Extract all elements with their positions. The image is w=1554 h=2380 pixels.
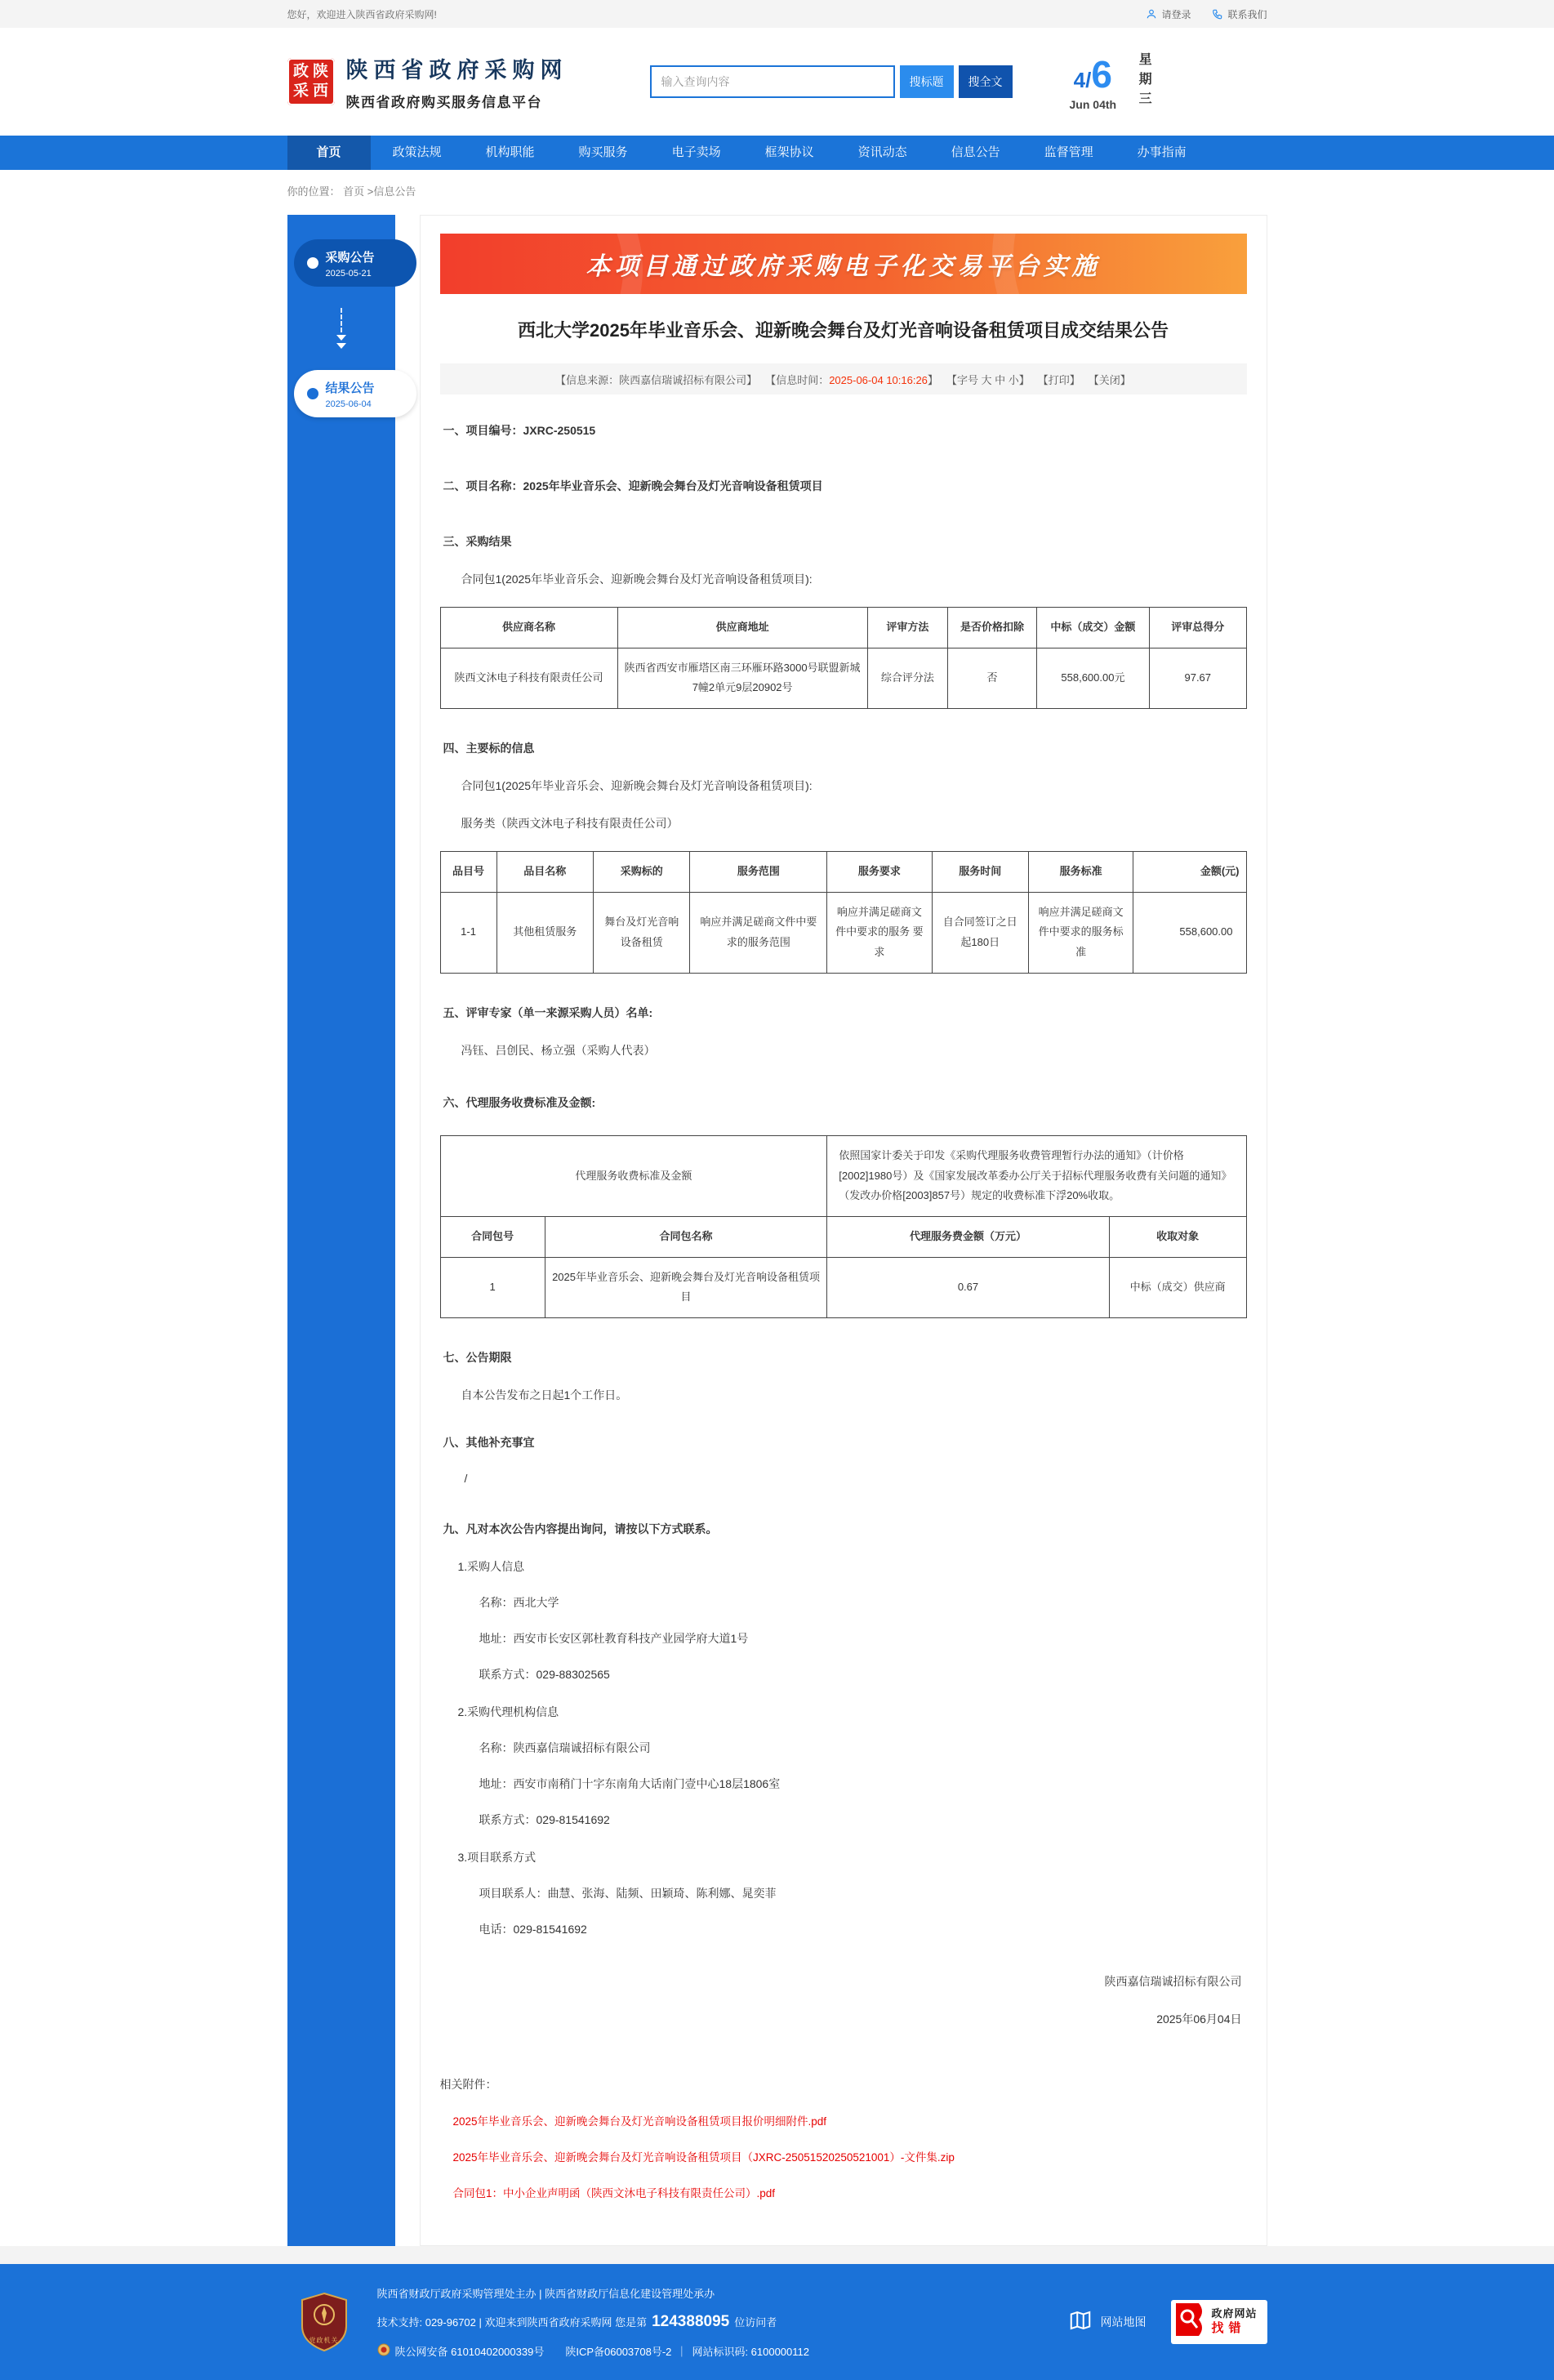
nav-item-news[interactable]: 资讯动态 (857, 145, 907, 159)
agency-name: 名称：陕西嘉信瑞诚招标有限公司 (479, 1740, 651, 1754)
section-subject-info: 四、主要标的信息 (443, 742, 535, 755)
user-icon (1146, 8, 1157, 20)
section-experts: 五、评审专家（单一来源采购人员）名单: (443, 1005, 653, 1019)
police-badge-icon (377, 2343, 390, 2359)
top-bar (0, 0, 1554, 28)
timeline-dot (307, 388, 318, 399)
signature-date: 2025年06月04日 (1156, 2012, 1242, 2026)
breadcrumb-current[interactable]: 信息公告 (373, 185, 416, 198)
site-subtitle: 陕西省政府购买服务信息平台 (345, 95, 542, 110)
section-agency-fee: 六、代理服务收费标准及金额: (443, 1095, 596, 1109)
pre-footer-strip (0, 2246, 1554, 2264)
contract-package-line: 合同包1(2025年毕业音乐会、迎新晚会舞台及灯光音响设备租赁项目): (461, 573, 813, 586)
notice-period-text: 自本公告发布之日起1个工作日。 (461, 1388, 628, 1402)
attachment-link-fileset-zip[interactable]: 2025年毕业音乐会、迎新晚会舞台及灯光音响设备租赁项目（JXRC-25051520250521001）-文件集.zip (452, 2150, 955, 2164)
article-panel (420, 215, 1267, 2246)
search-title-button[interactable]: 搜标题 (900, 65, 954, 98)
article-meta-bar (440, 363, 1247, 394)
table-row: 1 2025年毕业音乐会、迎新晚会舞台及灯光音响设备租赁项目 0.67 中标（成交）供应商 (440, 1257, 1246, 1317)
section-procurement-result: 三、采购结果 (443, 535, 512, 548)
icp-record-number[interactable]: 陕ICP备06003708号-2 (565, 2345, 672, 2358)
site-logo: 政 陕 采 西 (287, 58, 335, 105)
police-record-number[interactable]: 陕公网安备 61010402000339号 (394, 2345, 545, 2358)
table-header-row: 合同包号 合同包名称 代理服务费金额（万元） 收取对象 (440, 1216, 1246, 1257)
table-row: 1-1 其他租赁服务 舞台及灯光音响设备租赁 响应并满足磋商文件中要求的服务范围 响应并满足磋商文件中要求的服务 要求 自合同签订之日起180日 响应并满足磋商文件中要求的服务标准 558,600.00 (440, 892, 1246, 973)
breadcrumb-home[interactable]: 首页 (343, 185, 365, 198)
nav-item-e-market[interactable]: 电子卖场 (671, 145, 721, 159)
agency-fee-table (440, 1135, 1247, 1318)
table-row: 陕西文沐电子科技有限责任公司 陕西省西安市雁塔区南三环雁环路3000号联盟新城7幢2单元9层20902号 综合评分法 否 558,600.00元 97.67 (440, 648, 1246, 708)
nav-item-guide[interactable]: 办事指南 (1137, 145, 1187, 159)
purchaser-phone: 联系方式：029-88302565 (479, 1667, 610, 1681)
site-footer (0, 2264, 1554, 2380)
agency-phone: 联系方式：029-81541692 (479, 1812, 610, 1826)
government-emblem-icon: 党政机关 (299, 2292, 350, 2352)
font-size-switch[interactable]: 【字号 大 中 小】 (946, 373, 1030, 386)
search-input[interactable] (650, 65, 895, 98)
nav-item-framework[interactable]: 框架协议 (764, 145, 814, 159)
nav-item-announcements[interactable]: 信息公告 (951, 145, 1000, 159)
nav-item-policies[interactable]: 政策法规 (392, 145, 442, 159)
section-contact: 九、凡对本次公告内容提出询问，请按以下方式联系。 (443, 1522, 718, 1535)
welcome-text: 您好，欢迎进入陕西省政府采购网! (287, 8, 437, 20)
login-link[interactable]: 请登录 (1146, 7, 1191, 21)
nav-item-supervision[interactable]: 监督管理 (1044, 145, 1093, 159)
footer-organizer-line: 陕西省财政厅政府采购管理处主办 | 陕西省财政厅信息化建设管理处承办 (376, 2287, 715, 2300)
experts-names: 冯钰、吕创民、杨立强（采购人代表） (461, 1043, 656, 1057)
nav-item-purchase-services[interactable]: 购买服务 (578, 145, 628, 159)
gov-site-error-report-badge[interactable]: 政府网站 找错 (1171, 2300, 1267, 2344)
main-nav (0, 136, 1554, 170)
contact-link[interactable]: 联系我们 (1212, 7, 1267, 21)
close-button[interactable]: 【关闭】 (1088, 373, 1131, 386)
article-title: 西北大学2025年毕业音乐会、迎新晚会舞台及灯光音响设备租赁项目成交结果公告 (518, 320, 1169, 341)
timeline-item-result-notice[interactable]: 结果公告 2025-06-04 (294, 370, 416, 417)
platform-banner (440, 234, 1247, 294)
timeline-item-procurement-notice[interactable]: 采购公告 2025-05-21 (294, 239, 416, 287)
error-finder-logo-icon (1174, 2302, 1207, 2342)
banner-text: 本项目通过政府采购电子化交易平台实施 (586, 253, 1101, 280)
site-title: 陕西省政府采购网 (345, 58, 568, 82)
timeline-dot (307, 257, 318, 269)
result-table (440, 607, 1247, 709)
contract-package-line: 合同包1(2025年毕业音乐会、迎新晚会舞台及灯光音响设备租赁项目): (461, 779, 813, 793)
announcement-timeline (287, 215, 395, 2246)
table-row: 代理服务收费标准及金额 依照国家计委关于印发《采购代理服务收费管理暂行办法的通知》（计价格[2002]1980号）及《国家发展改革委办公厅关于招标代理服务收费有关问题的通知》（发改办价格[2003]857号）规定的收费标准下浮20%收取。 (440, 1135, 1246, 1216)
section-notice-period: 七、公告期限 (443, 1350, 512, 1364)
nav-item-functions[interactable]: 机构职能 (485, 145, 535, 159)
footer-support-line: 技术支持: 029-96702 | 欢迎来到陕西省政府采购网 您是第 124388095 位访问者 (376, 2312, 777, 2330)
weekday-label: 星期三 (1137, 52, 1151, 111)
attachment-link-sme-declaration-pdf[interactable]: 合同包1：中小企业声明函（陕西文沐电子科技有限责任公司）.pdf (452, 2186, 776, 2199)
attachment-link-quotation-pdf[interactable]: 2025年毕业音乐会、迎新晚会舞台及灯光音响设备租赁项目报价明细附件.pdf (452, 2115, 827, 2128)
project-contact-phone: 电话：029-81541692 (479, 1922, 587, 1936)
meta-time: 【信息时间：2025-06-04 10:16:26】 (765, 373, 938, 386)
agency-info-title: 2.采购代理机构信息 (457, 1705, 559, 1718)
print-button[interactable]: 【打印】 (1037, 373, 1080, 386)
project-contact-title: 3.项目联系方式 (457, 1850, 537, 1864)
project-contact-persons: 项目联系人：曲慧、张海、陆频、田颖琦、陈利娜、晁奕菲 (479, 1886, 777, 1900)
attachments-label: 相关附件： (439, 2077, 497, 2091)
phone-icon (1212, 8, 1223, 20)
service-class-line: 服务类（陕西文沐电子科技有限责任公司） (461, 817, 679, 831)
section-other-matters: 八、其他补充事宜 (443, 1435, 535, 1449)
site-header (0, 28, 1554, 136)
visitor-count: 124388095 (652, 2312, 730, 2330)
meta-source: 【信息来源：陕西嘉信瑞诚招标有限公司】 (555, 373, 758, 386)
site-id-code: 网站标识码: 6100000112 (692, 2345, 809, 2358)
agency-address: 地址：西安市南稍门十字东南角大话南门壹中心18层1806室 (479, 1776, 781, 1790)
sitemap-link[interactable]: 网站地图 (1068, 2308, 1147, 2335)
search-fulltext-button[interactable]: 搜全文 (959, 65, 1013, 98)
date-english: Jun 04th (1069, 98, 1117, 111)
table-header-row: 供应商名称 供应商地址 评审方法 是否价格扣除 中标（成交）金额 评审总得分 (440, 608, 1246, 648)
purchaser-address: 地址：西安市长安区郭杜教育科技产业园学府大道1号 (479, 1631, 749, 1645)
breadcrumb: 你的位置： 首页 >信息公告 (287, 185, 416, 198)
map-icon (1068, 2308, 1093, 2335)
signature-company: 陕西嘉信瑞诚招标有限公司 (1104, 1974, 1242, 1988)
subject-table (440, 851, 1247, 974)
purchaser-info-title: 1.采购人信息 (457, 1559, 525, 1573)
footer-record-line: 陕公网安备 61010402000339号 陕ICP备06003708号-2 ｜ 网站标识码: 6100000112 (377, 2343, 1068, 2359)
timeline-arrow-icon (333, 308, 350, 349)
section-project-number: 一、项目编号：JXRC-250515 (443, 424, 596, 437)
date-widget: 4/6 Jun 04th 星期三 (1070, 52, 1191, 111)
other-matters-text: / (464, 1471, 468, 1485)
purchaser-name: 名称：西北大学 (479, 1595, 559, 1609)
nav-item-home[interactable]: 首页 (287, 136, 371, 170)
section-project-name: 二、项目名称：2025年毕业音乐会、迎新晚会舞台及灯光音响设备租赁项目 (443, 479, 823, 492)
search-bar (650, 65, 1013, 98)
table-header-row: 品目号 品目名称 采购标的 服务范围 服务要求 服务时间 服务标准 金额(元) (440, 852, 1246, 893)
